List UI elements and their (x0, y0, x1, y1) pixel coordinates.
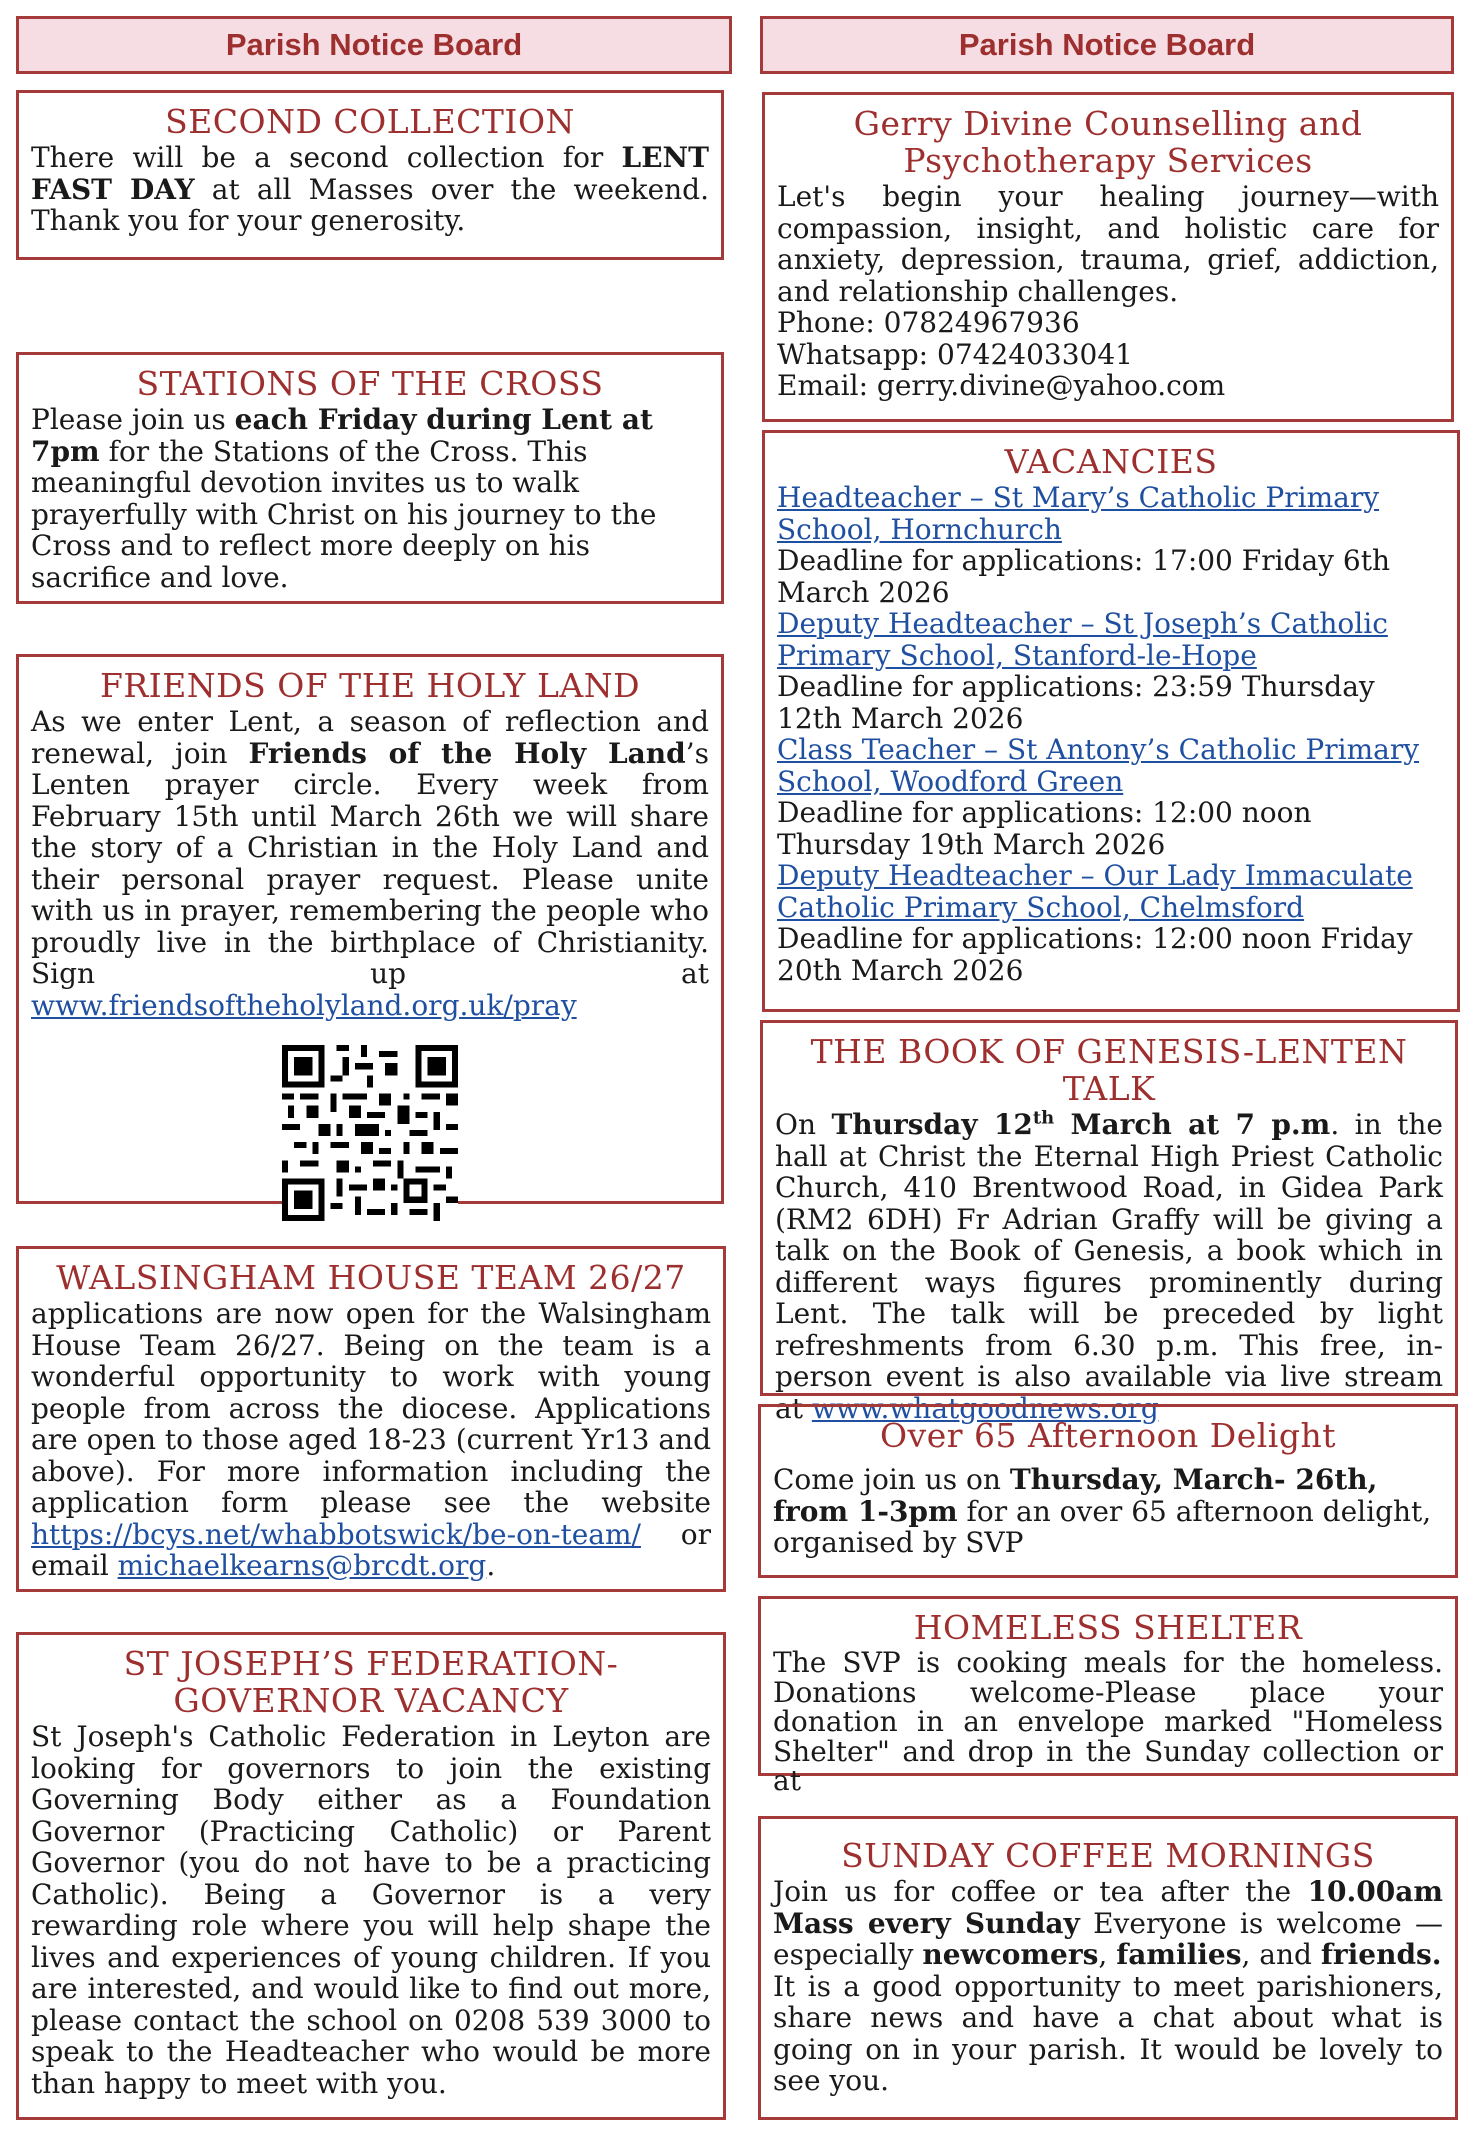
genesis-title: THE BOOK OF GENESIS-LENTEN TALK (810, 1032, 1408, 1108)
vacancy-link[interactable]: Class Teacher – St Antony’s Catholic Primary School, Woodford Green (777, 733, 1420, 798)
coffee-text-2: It is a good opportunity to meet parishioners, share news and have a chat about what is going on in your parish. It would be lovely to see you. (773, 1969, 1443, 2097)
vacancy-link[interactable]: Deputy Headteacher – St Joseph’s Catholic Primary School, Stanford-le-Hope (777, 607, 1388, 672)
counselling-text: Let's begin your healing journey—with compassion, insight, and holistic care for anxiety, depression, trauma, grief, addiction, and relationship challenges. (777, 180, 1439, 308)
governor-text: St Joseph's Catholic Federation in Leyton are looking for governors to join the existing Governing Body either as a Foundation Governor (Practicing Catholic) or Parent Governor (you do not have to be a practicing Catholic). Being a Governor is a very rewarding role where you will help shape the lives and experiences of young children. If you are interested, and would like to find out more, please contact the school on 0208 539 3000 to speak to the Headteacher who would be more than happy to meet with you. (31, 1720, 711, 2100)
homeless-title: HOMELESS SHELTER (913, 1608, 1303, 1647)
walsingham-text: applications are now open for the Walsingham House Team 26/27. Being on the team is a wonderful opportunity to work with young people from across the diocese. Applications are open to those aged 18-23 (current Yr13 and above). For more information including the application form please see the website https://bcys.net/whabbotswick/be-on-team/ or email michaelkearns@brcdt.org. (31, 1297, 711, 1582)
counselling-phone: Phone: 07824967936 (777, 306, 1080, 339)
walsingham-title: WALSINGHAM HOUSE TEAM 26/27 (56, 1258, 686, 1297)
friends-text: As we enter Lent, a season of reflection and renewal, join Friends of the Holy Land’s Lenten prayer circle. Every week from February 15th until March 26th we will share the story of a Christian in the Holy Land and their personal prayer request. Please unite with us in prayer, remembering the people who proudly live in the birthplace of Christianity. Sign up at www.friendsoftheholyland.org.uk/pray (31, 705, 709, 1022)
counselling-title: Gerry Divine Counselling and Psychotherapy Services (853, 104, 1363, 180)
friends-title: FRIENDS OF THE HOLY LAND (99, 666, 641, 705)
genesis-text: On Thursday 12th March at 7 p.m. in the hall at Christ the Eternal High Priest Catholic Church, 410 Brentwood Road, in Gidea Park (RM2 6DH) Fr Adrian Graffy will be giving a talk on the Book of Genesis, a book which in different ways figures prominently during Lent. The talk will be preceded by light refreshments from 6.30 p.m. This free, in-person event is also available via live stream at www.whatgoodnews.org (775, 1107, 1443, 1425)
coffee-mornings-notice (758, 1816, 1458, 2120)
governor-title: ST JOSEPH’S FEDERATION- GOVERNOR VACANCY (123, 1644, 619, 1720)
stations-text: Please join us each Friday during Lent at 7pm for the Stations of the Cross. This meaningful devotion invites us to walk prayerfully with Christ on his journey to the Cross and to reflect more deeply on his sacrifice and love. (31, 403, 657, 594)
genesis-talk-notice (760, 1020, 1458, 1425)
second-collection-text: There will be a second collection for LENT FAST DAY at all Masses over the weekend. Thank you for your generosity. (31, 141, 709, 237)
right-board-header: Parish Notice Board (760, 16, 1454, 74)
walsingham-website-link[interactable]: https://bcys.net/whabbotswick/be-on-team/ (31, 1517, 641, 1551)
vacancy-item (777, 482, 1445, 608)
second-collection-notice (16, 90, 724, 260)
over65-text: Come join us on Thursday, March- 26th, from 1-3pm for an over 65 afternoon delight, organised by SVP (773, 1463, 1432, 1559)
walsingham-notice (16, 1246, 726, 1592)
homeless-text: The SVP is cooking meals for the homeless. Donations welcome-Please place your donation in an envelope marked "Homeless Shelter" and drop in the Sunday collection or at (773, 1646, 1443, 1797)
vacancy-item (777, 860, 1445, 986)
coffee-text: Join us for coffee or tea after the 10.00am Mass every Sunday Everyone is welcome — especially newcomers, families, and friends. (773, 1875, 1443, 1971)
left-board-header: Parish Notice Board (16, 16, 732, 74)
stations-title: STATIONS OF THE CROSS (136, 364, 604, 403)
vacancy-deadline: Deadline for applications: 17:00 Friday 6th March 2026 (777, 544, 1390, 609)
vacancy-link[interactable]: Deputy Headteacher – Our Lady Immaculate Catholic Primary School, Chelmsford (777, 859, 1413, 924)
vacancy-item (777, 608, 1445, 734)
vacancy-link[interactable]: Headteacher – St Mary’s Catholic Primary School, Hornchurch (777, 481, 1380, 546)
vacancy-deadline: Deadline for applications: 12:00 noon Friday 20th March 2026 (777, 922, 1413, 987)
over65-notice (758, 1404, 1458, 1578)
counselling-email: Email: gerry.divine@yahoo.com (777, 369, 1226, 402)
counselling-whatsapp: Whatsapp: 07424033041 (777, 337, 1133, 371)
vacancy-deadline: Deadline for applications: 23:59 Thursday 12th March 2026 (777, 670, 1375, 735)
homeless-shelter-notice (758, 1596, 1458, 1797)
qr-code-icon (282, 1045, 458, 1221)
stations-notice (16, 352, 724, 604)
friends-link[interactable]: www.friendsoftheholyland.org.uk/pray (31, 988, 577, 1022)
governor-vacancy-notice (16, 1632, 726, 2120)
walsingham-email-link[interactable]: michaelkearns@brcdt.org (117, 1549, 487, 1582)
vacancies-notice (762, 430, 1460, 1012)
over65-title: Over 65 Afternoon Delight (880, 1416, 1336, 1455)
vacancy-deadline: Deadline for applications: 12:00 noon Thursday 19th March 2026 (777, 796, 1312, 861)
counselling-notice (762, 92, 1454, 422)
coffee-title: SUNDAY COFFEE MORNINGS (841, 1836, 1375, 1875)
friends-holy-land-notice (16, 654, 724, 1204)
vacancy-item (777, 734, 1445, 860)
genesis-stream-link[interactable]: www.whatgoodnews.org (811, 1391, 1159, 1425)
second-collection-title: SECOND COLLECTION (165, 102, 575, 141)
vacancies-title: VACANCIES (1004, 442, 1218, 481)
